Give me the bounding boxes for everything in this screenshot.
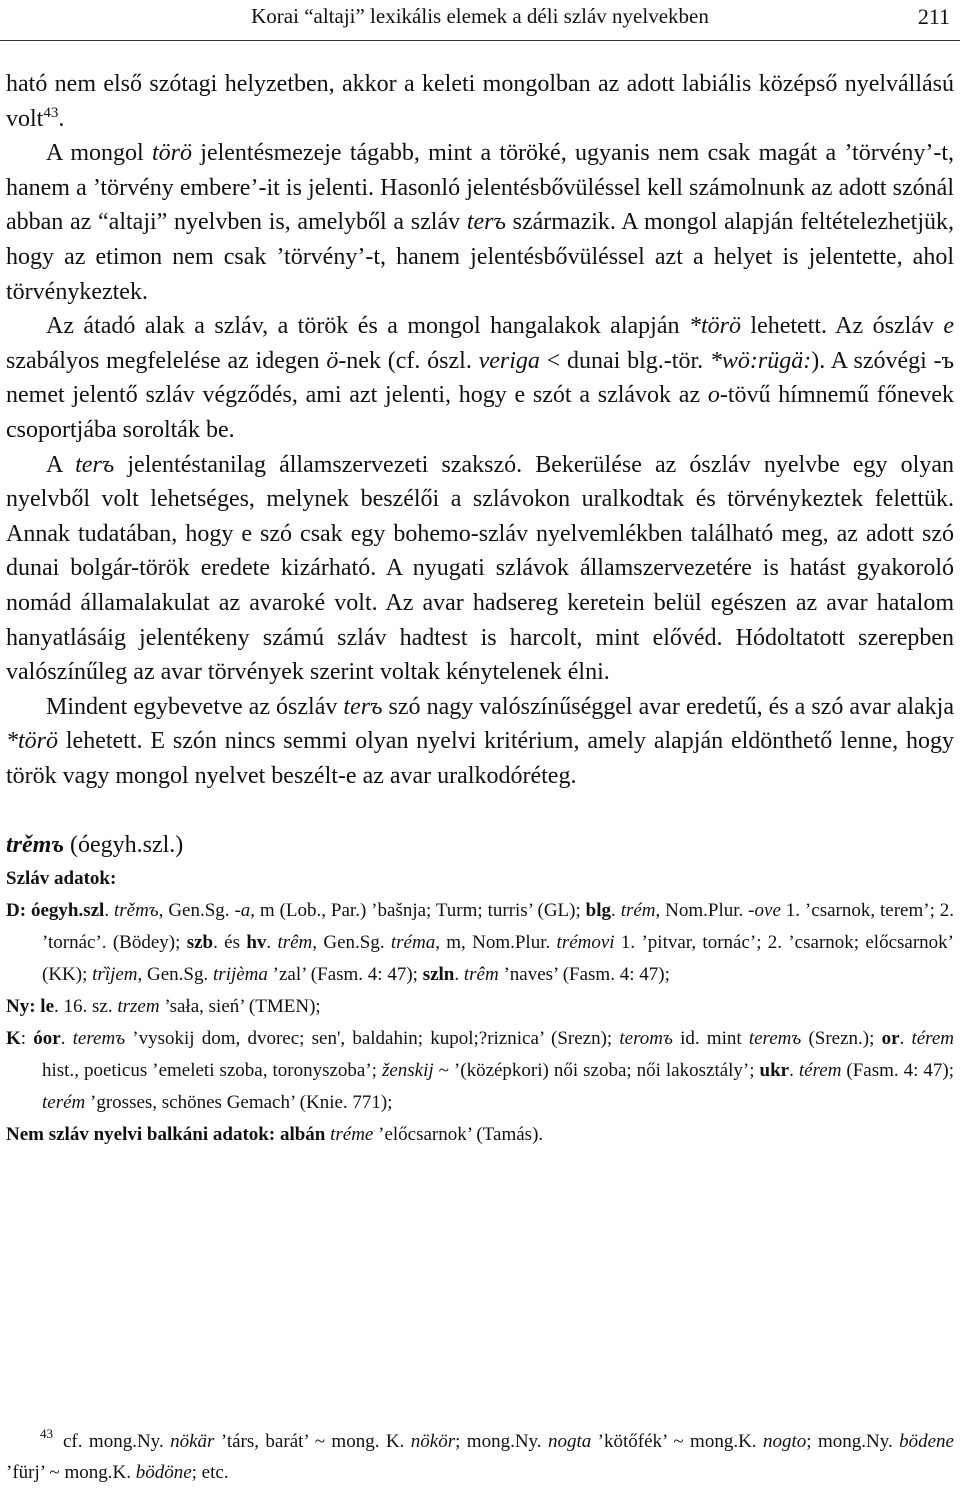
entry-ny: Ny: le. 16. sz. trzem ’sała, sień’ (TMEN); <box>6 996 321 1018</box>
footnote-43: $^{43}$ cf. mong.Ny. nökär ’társ, barát’ ~ mong. K. nökör; mong.Ny. nogta ’kötőfék’ ~ mong.K. nogto; mong.Ny. bödene ’fürj’ ~ mong.K. bödöne; etc. <box>6 1426 954 1483</box>
paragraph-1: ható nem első szótagi helyzetben, akkor a keleti mongolban az adott labiális középső nyelvállású volt$^{43}$. <box>6 71 954 132</box>
entry-headword: trěmъ (óegyh.szl.) <box>6 832 184 859</box>
footnote-divider <box>6 1390 186 1391</box>
entry-k: K: óor. teremъ ’vysokij dom, dvorec; sen', baldahin; kupol;?riznica’ (Srezn); teromъ id. mint teremъ (Srezn.); or. térem hist., poeticus ’emeleti szoba, toronyszoba’; ženskij ~ ’(középkori) női szoba; női lakosztály’; ukr. térem (Fasm. 4: 47); terém ’grosses, schönes Gemach’ (Knie. 771); <box>6 1028 955 1114</box>
footnote-number: 43 <box>40 1426 53 1441</box>
paragraph-5: Mindent egybevetve az ószláv terъ szó nagy valószínűséggel avar eredetű, és a szó avar alakja *törö lehetett. E szón nincs semmi olyan nyelvi kritérium, amely alapján eldönthető lenne, hogy török vagy mongol nyelvet beszélt-e az avar uralkodóréteg. <box>6 693 954 789</box>
page-header <box>0 0 960 41</box>
entry-non-slavic: Nem szláv nyelvi balkáni adatok: albán tréme ’előcsarnok’ (Tamás). <box>6 1124 544 1146</box>
footnote-ref[interactable]: 43 <box>43 104 59 121</box>
entry-d: D: óegyh.szl. trěmъ, Gen.Sg. -a, m (Lob., Par.) ’bašnja; Turm; turris’ (GL); blg. trém, Nom.Plur. -ove 1. ’csarnok, terem’; 2. ’tornác’. (Bödey); szb. és hv. trêm, Gen.Sg. tréma, m, Nom.Plur. trémovi 1. ’pitvar, tornác’; 2. ’csarnok; előcsarnok’ (KK); trȉjem, Gen.Sg. trijèma ’zal’ (Fasm. 4: 47); szln. trêm ’naves’ (Fasm. 4: 47); <box>6 900 955 986</box>
spacer <box>6 793 954 827</box>
running-title: Korai “altaji” lexikális elemek a déli szláv nyelvekben <box>251 4 709 28</box>
section-label: Szláv adatok: <box>6 868 117 890</box>
paragraph-2: A mongol törö jelentésmezeje tágabb, mint a töröké, ugyanis nem csak magát a ’törvény’-t, hanem a ’törvény embere’-it is jelenti. Hasonló jelentésbővüléssel kell számolnunk az adott szónál abban az “altaji” nyelvben is, amelyből a szláv terъ származik. A mongol alapján feltételezhetjük, hogy az etimon nem csak ’törvény’-t, hanem jelentésbővüléssel azt a helyet is jelentette, ahol törvénykeztek. <box>6 140 954 305</box>
page-number: 211 <box>917 4 950 29</box>
paragraph-3: Az átadó alak a szláv, a török és a mongol hangalakok alapján *törö lehetett. Az ószláv e szabályos megfelelése az idegen ö-nek (cf. ószl. veriga < dunai blg.-tör. *wö:rügä:). A szóvégi -ъ nemet jelentő szláv végződés, ami azt jelenti, hogy e szót a szlávok az o-tövű hímnemű főnevek csoportjába sorolták be. <box>6 313 955 443</box>
paragraph-4: A terъ jelentéstanilag államszervezeti szakszó. Bekerülése az ószláv nyelvbe egy olyan nyelvből volt lehetséges, melynek beszélői a szlávokon uralkodtak és törvénykeztek felettük. Annak tudatában, hogy e szó csak egy bohemo-szláv nyelvemlékben található meg, az adott szó dunai bolgár-török eredete kizárható. A nyugati szlávok államszervezetére is hatást gyakoroló nomád államalakulat az avaroké volt. Az avar hadsereg keretein belül egészen az avar hatalom hanyatlásáig jelentékeny számú szláv hadtest is harcolt, mint elővéd. Hódoltatott szerepben valószínűleg az avar törvények szerint voltak kénytelenek élni. <box>6 451 954 686</box>
page-body <box>6 67 954 1151</box>
